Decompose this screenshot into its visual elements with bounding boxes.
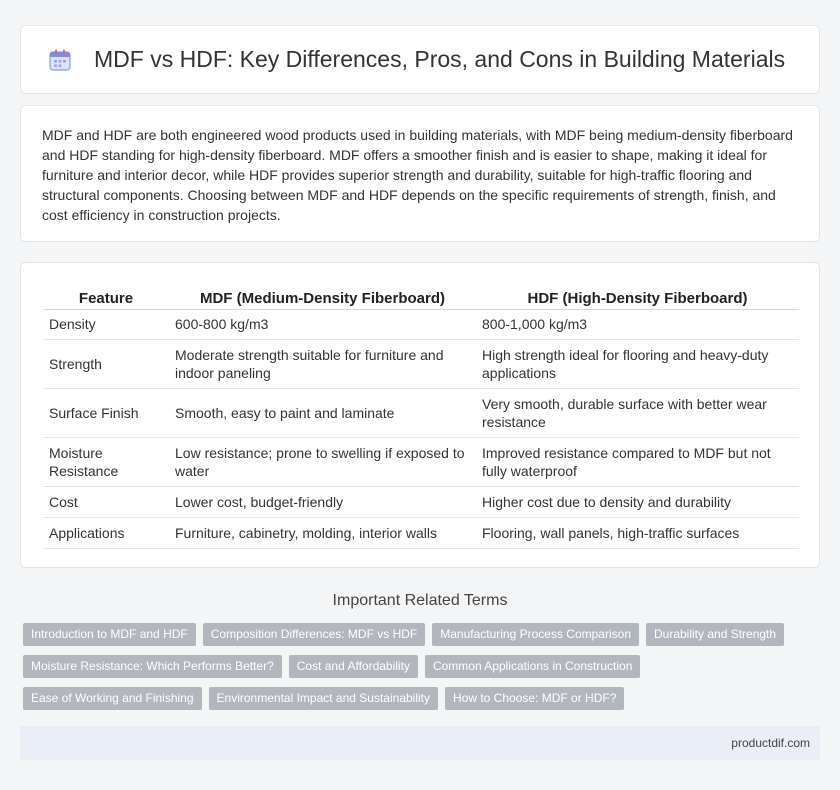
table-cell-feature: Applications: [43, 517, 169, 548]
related-term-tag[interactable]: How to Choose: MDF or HDF?: [445, 687, 624, 710]
page-title: MDF vs HDF: Key Differences, Pros, and Cons in Building Materials: [94, 46, 786, 72]
table-cell-mdf: Moderate strength suitable for furniture and indoor paneling: [169, 339, 476, 388]
table-cell-mdf: Lower cost, budget-friendly: [169, 486, 476, 517]
related-term-tag[interactable]: Moisture Resistance: Which Performs Better?: [23, 655, 282, 678]
related-terms-heading: Important Related Terms: [332, 592, 508, 609]
related-term-tag[interactable]: Composition Differences: MDF vs HDF: [203, 623, 426, 646]
tag-row: [23, 687, 823, 710]
related-term-tag[interactable]: Manufacturing Process Comparison: [432, 623, 639, 646]
table-cell-feature: Moisture Resistance: [43, 437, 169, 486]
column-header-hdf: HDF (High-Density Fiberboard): [476, 283, 799, 309]
footer-site-link[interactable]: productdif.com: [731, 736, 810, 750]
related-term-tag[interactable]: Introduction to MDF and HDF: [23, 623, 196, 646]
table-row: [43, 437, 799, 486]
related-term-tag[interactable]: Common Applications in Construction: [425, 655, 640, 678]
calendar-icon: [47, 47, 73, 73]
table-row: [43, 388, 799, 437]
comparison-table: [43, 283, 799, 549]
table-row: [43, 339, 799, 388]
table-cell-hdf: 800-1,000 kg/m3: [476, 309, 799, 339]
table-cell-feature: Density: [43, 309, 169, 339]
table-row: [43, 517, 799, 548]
table-cell-feature: Surface Finish: [43, 388, 169, 437]
related-term-tag[interactable]: Cost and Affordability: [289, 655, 418, 678]
table-cell-mdf: 600-800 kg/m3: [169, 309, 476, 339]
table-row: [43, 309, 799, 339]
related-term-tag[interactable]: Durability and Strength: [646, 623, 784, 646]
tag-row: [23, 623, 823, 646]
table-cell-feature: Cost: [43, 486, 169, 517]
table-cell-feature: Strength: [43, 339, 169, 388]
related-term-tag[interactable]: Ease of Working and Finishing: [23, 687, 202, 710]
table-header-row: [43, 283, 799, 309]
column-header-feature: Feature: [43, 283, 169, 309]
intro-card: [20, 105, 820, 242]
related-terms-tags: [23, 623, 823, 719]
table-cell-mdf: Smooth, easy to paint and laminate: [169, 388, 476, 437]
table-cell-mdf: Furniture, cabinetry, molding, interior walls: [169, 517, 476, 548]
tag-row: [23, 655, 823, 678]
related-term-tag[interactable]: Environmental Impact and Sustainability: [209, 687, 438, 710]
table-cell-hdf: Very smooth, durable surface with better wear resistance: [476, 388, 799, 437]
table-cell-hdf: High strength ideal for flooring and heavy-duty applications: [476, 339, 799, 388]
table-cell-hdf: Higher cost due to density and durability: [476, 486, 799, 517]
comparison-table-card: [20, 262, 820, 568]
footer: [20, 726, 820, 760]
table-cell-hdf: Flooring, wall panels, high-traffic surfaces: [476, 517, 799, 548]
intro-paragraph: MDF and HDF are both engineered wood products used in building materials, with MDF being medium-density fiberboard and HDF standing for high-density fiberboard. MDF offers a smoother finish and is easier to shape, making it ideal for furniture and interior decor, while HDF provides superior strength and durability, suitable for high-traffic flooring and structural components. Choosing between MDF and HDF depends on the specific requirements of strength, finish, and cost efficiency in construction projects.: [42, 127, 793, 223]
table-row: [43, 486, 799, 517]
column-header-mdf: MDF (Medium-Density Fiberboard): [169, 283, 476, 309]
table-cell-mdf: Low resistance; prone to swelling if exposed to water: [169, 437, 476, 486]
header-card: [20, 25, 820, 94]
table-cell-hdf: Improved resistance compared to MDF but not fully waterproof: [476, 437, 799, 486]
